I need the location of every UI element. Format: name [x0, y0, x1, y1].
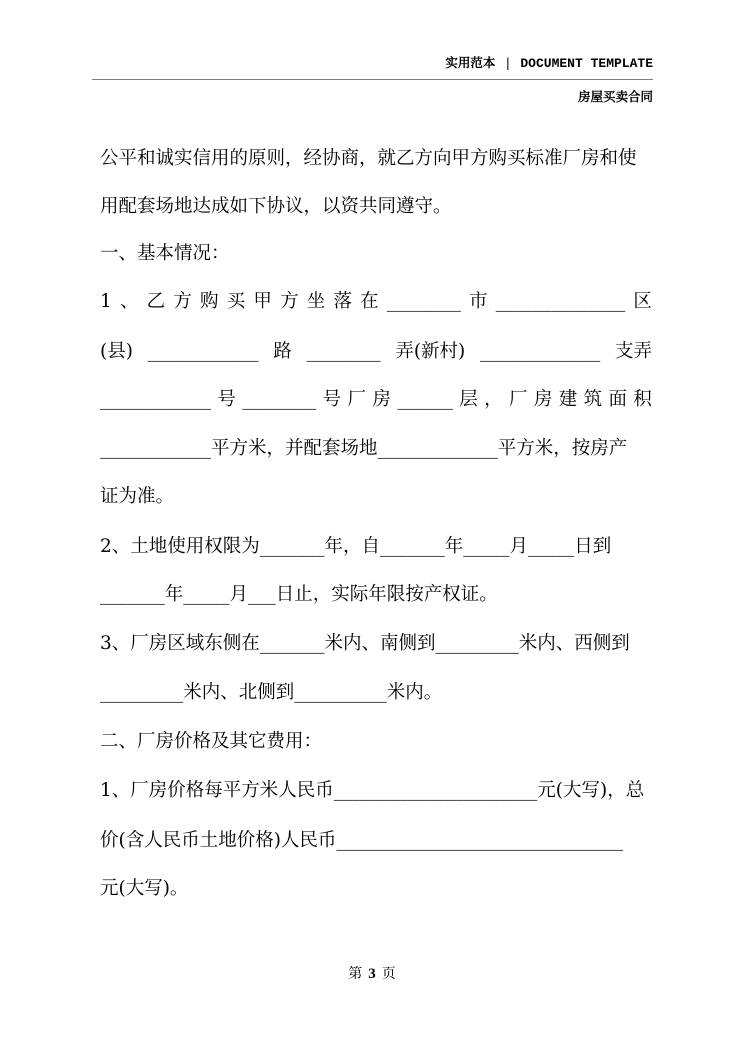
text-char: 房 — [372, 389, 391, 410]
header-rule — [92, 79, 653, 80]
text-char: 厂 — [347, 389, 367, 410]
text-char: 房 — [533, 389, 553, 410]
paragraph-line: _______年_____月___日止，实际年限按产权证。 — [100, 584, 498, 605]
lane-blank: _____________ — [479, 341, 601, 362]
header-label-en: DOCUMENT TEMPLATE — [520, 56, 653, 71]
text-char: 乙 — [146, 291, 166, 312]
paragraph-line: ____________平方米，并配套场地_____________平方米，按房产 — [100, 438, 628, 459]
city-blank: ________ — [386, 291, 461, 312]
paragraph-line: _________米内、北侧到__________米内。 — [100, 682, 443, 703]
paragraph-line: 3、厂房区域东侧在_______米内、南侧到_________米内、西侧到 — [100, 633, 630, 654]
text-char: 建 — [558, 389, 578, 410]
header-separator: | — [505, 55, 511, 70]
text-char: 号 — [322, 389, 342, 410]
section-heading: 二、厂房价格及其它费用： — [100, 731, 323, 752]
text-char: 市 — [469, 291, 488, 312]
text-char: 在 — [360, 291, 379, 312]
number-blank: ____________ — [100, 389, 211, 410]
running-header — [445, 53, 653, 71]
text-char: 区 — [633, 291, 652, 312]
text-char: 方 — [280, 291, 299, 312]
document-title: 房屋买卖合同 — [577, 89, 653, 104]
page-number: 3 — [368, 966, 376, 982]
footer-suffix: 页 — [381, 966, 396, 982]
basic-info-line-3 — [100, 388, 652, 412]
text-char: 积 — [633, 389, 652, 410]
text-char: ， — [484, 389, 503, 410]
paragraph-line: 证为准。 — [100, 486, 175, 507]
text-segment: 路 — [273, 341, 292, 362]
footer-prefix: 第 — [348, 966, 363, 982]
floor-blank: ______ — [397, 389, 453, 410]
paragraph-line: 2、土地使用权限为_______年，自_______年_____月_____日到 — [100, 536, 612, 557]
paragraph-line: 用配套场地达成如下协议，以资共同遵守。 — [100, 196, 452, 217]
text-char: 筑 — [583, 389, 603, 410]
text-char: 、 — [119, 291, 139, 312]
basic-info-line-2 — [100, 340, 652, 364]
text-segment: 弄(新村) — [395, 341, 466, 362]
district-blank: ______________ — [495, 291, 626, 312]
text-char: 坐 — [306, 291, 326, 312]
text-char: 层 — [459, 389, 478, 410]
basic-info-line-1 — [100, 290, 652, 314]
text-char: 号 — [217, 389, 236, 410]
header-label-cn: 实用范本 — [445, 55, 496, 70]
paragraph-line: 公平和诚实信用的原则，经协商，就乙方向甲方购买标准厂房和使 — [100, 148, 637, 169]
paragraph-line: 元(大写)。 — [100, 878, 189, 899]
building-blank: ________ — [242, 389, 317, 410]
list-number: 1 — [100, 291, 112, 312]
text-segment: (县) — [100, 341, 133, 362]
paragraph-line: 价(含人民币土地价格)人民币_______________________________ — [100, 830, 624, 851]
county-blank: ____________ — [147, 341, 259, 362]
text-segment: 支弄 — [614, 341, 652, 362]
road-blank: ________ — [306, 341, 381, 362]
text-char: 甲 — [253, 291, 272, 312]
section-heading: 一、基本情况： — [100, 243, 230, 264]
text-char: 面 — [608, 389, 628, 410]
text-char: 方 — [173, 291, 192, 312]
page-footer — [0, 963, 744, 983]
text-char: 厂 — [508, 389, 528, 410]
paragraph-line: 1、厂房价格每平方米人民币______________________元(大写)，总 — [100, 780, 645, 801]
text-char: 落 — [333, 291, 352, 312]
text-char: 买 — [226, 291, 246, 312]
text-char: 购 — [200, 291, 219, 312]
